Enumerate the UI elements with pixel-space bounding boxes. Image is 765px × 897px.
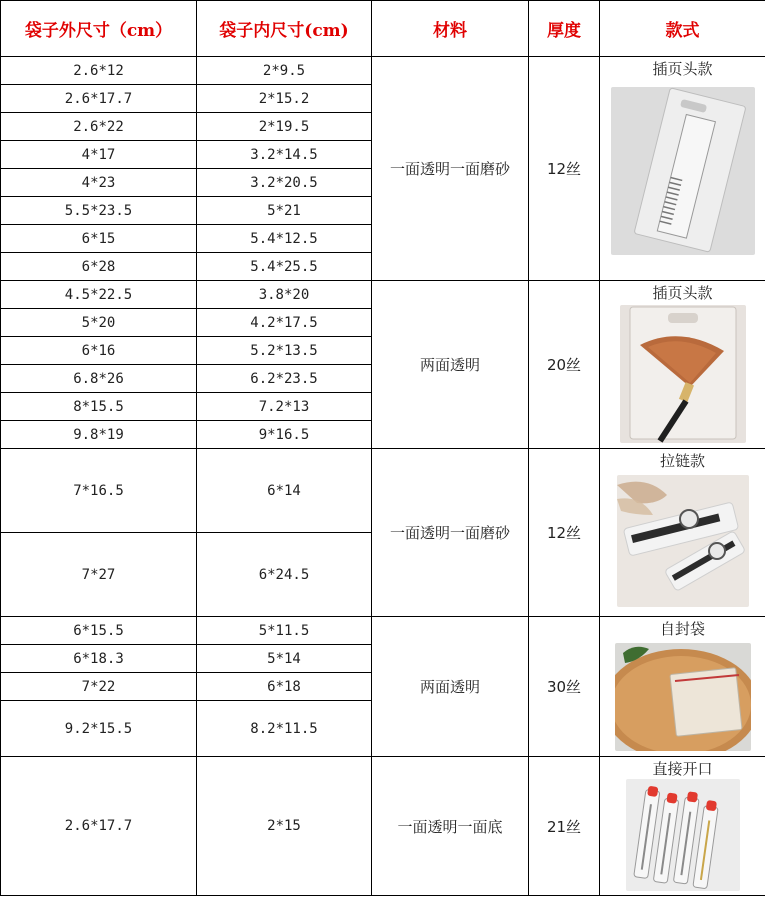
outer-size-cell: 6*18.3: [1, 645, 197, 673]
material-cell: 两面透明: [372, 281, 529, 449]
outer-size-cell: 4.5*22.5: [1, 281, 197, 309]
ziplock-bag-on-board-photo: [615, 643, 751, 751]
style-cell: [600, 57, 765, 281]
header-thickness: 厚度: [529, 1, 600, 57]
outer-size-cell: 4*17: [1, 141, 197, 169]
material-cell: 一面透明一面磨砂: [372, 449, 529, 617]
inner-size-cell: 3.8*20: [197, 281, 372, 309]
inner-size-cell: 6.2*23.5: [197, 365, 372, 393]
comb-in-bag-photo: [611, 87, 755, 255]
inner-size-cell: 2*9.5: [197, 57, 372, 85]
inner-size-cell: 2*19.5: [197, 113, 372, 141]
outer-size-cell: 6*16: [1, 337, 197, 365]
inner-size-cell: 3.2*20.5: [197, 169, 372, 197]
tubes-with-red-caps-photo: [626, 779, 740, 891]
table-row: [1, 757, 765, 896]
outer-size-cell: 6*15.5: [1, 617, 197, 645]
inner-size-cell: 5*14: [197, 645, 372, 673]
material-cell: 两面透明: [372, 617, 529, 757]
material-cell: 一面透明一面底: [372, 757, 529, 896]
table-row: [1, 57, 765, 85]
table-row: [1, 281, 765, 309]
outer-size-cell: 7*16.5: [1, 449, 197, 533]
inner-size-cell: 5*21: [197, 197, 372, 225]
thickness-cell: 12丝: [529, 449, 600, 617]
style-cell: [600, 617, 765, 757]
inner-size-cell: 5*11.5: [197, 617, 372, 645]
material-cell: 一面透明一面磨砂: [372, 57, 529, 281]
outer-size-cell: 2.6*22: [1, 113, 197, 141]
outer-size-cell: 6.8*26: [1, 365, 197, 393]
inner-size-cell: 8.2*11.5: [197, 701, 372, 757]
style-cell: [600, 757, 765, 896]
thickness-cell: 30丝: [529, 617, 600, 757]
header-row: [1, 1, 765, 57]
outer-size-cell: 4*23: [1, 169, 197, 197]
style-label: 拉链款: [659, 452, 705, 470]
inner-size-cell: 7.2*13: [197, 393, 372, 421]
inner-size-cell: 5.4*25.5: [197, 253, 372, 281]
inner-size-cell: 6*24.5: [197, 533, 372, 617]
inner-size-cell: 3.2*14.5: [197, 141, 372, 169]
outer-size-cell: 7*22: [1, 673, 197, 701]
outer-size-cell: 7*27: [1, 533, 197, 617]
outer-size-cell: 5*20: [1, 309, 197, 337]
watches-in-zipper-bag-photo: [617, 475, 749, 607]
inner-size-cell: 2*15: [197, 757, 372, 896]
header-material: 材料: [372, 1, 529, 57]
style-label: 插页头款: [652, 60, 713, 78]
outer-size-cell: 9.8*19: [1, 421, 197, 449]
inner-size-cell: 6*18: [197, 673, 372, 701]
outer-size-cell: 9.2*15.5: [1, 701, 197, 757]
header-inner-size: 袋子内尺寸(cm): [197, 1, 372, 57]
style-label: 自封袋: [659, 620, 705, 638]
style-cell: [600, 281, 765, 449]
inner-size-cell: 6*14: [197, 449, 372, 533]
outer-size-cell: 6*15: [1, 225, 197, 253]
table-row: [1, 617, 765, 645]
outer-size-cell: 5.5*23.5: [1, 197, 197, 225]
outer-size-cell: 2.6*17.7: [1, 85, 197, 113]
outer-size-cell: 2.6*12: [1, 57, 197, 85]
thickness-cell: 20丝: [529, 281, 600, 449]
table-row: [1, 449, 765, 533]
inner-size-cell: 4.2*17.5: [197, 309, 372, 337]
thickness-cell: 12丝: [529, 57, 600, 281]
inner-size-cell: 5.2*13.5: [197, 337, 372, 365]
style-cell: [600, 449, 765, 617]
inner-size-cell: 2*15.2: [197, 85, 372, 113]
style-label: 直接开口: [652, 760, 713, 778]
thickness-cell: 21丝: [529, 757, 600, 896]
inner-size-cell: 5.4*12.5: [197, 225, 372, 253]
outer-size-cell: 8*15.5: [1, 393, 197, 421]
header-style: 款式: [600, 1, 765, 57]
inner-size-cell: 9*16.5: [197, 421, 372, 449]
makeup-brush-in-bag-photo: [620, 305, 746, 443]
style-label: 插页头款: [652, 284, 713, 302]
header-outer-size: 袋子外尺寸（cm）: [1, 1, 197, 57]
outer-size-cell: 2.6*17.7: [1, 757, 197, 896]
outer-size-cell: 6*28: [1, 253, 197, 281]
